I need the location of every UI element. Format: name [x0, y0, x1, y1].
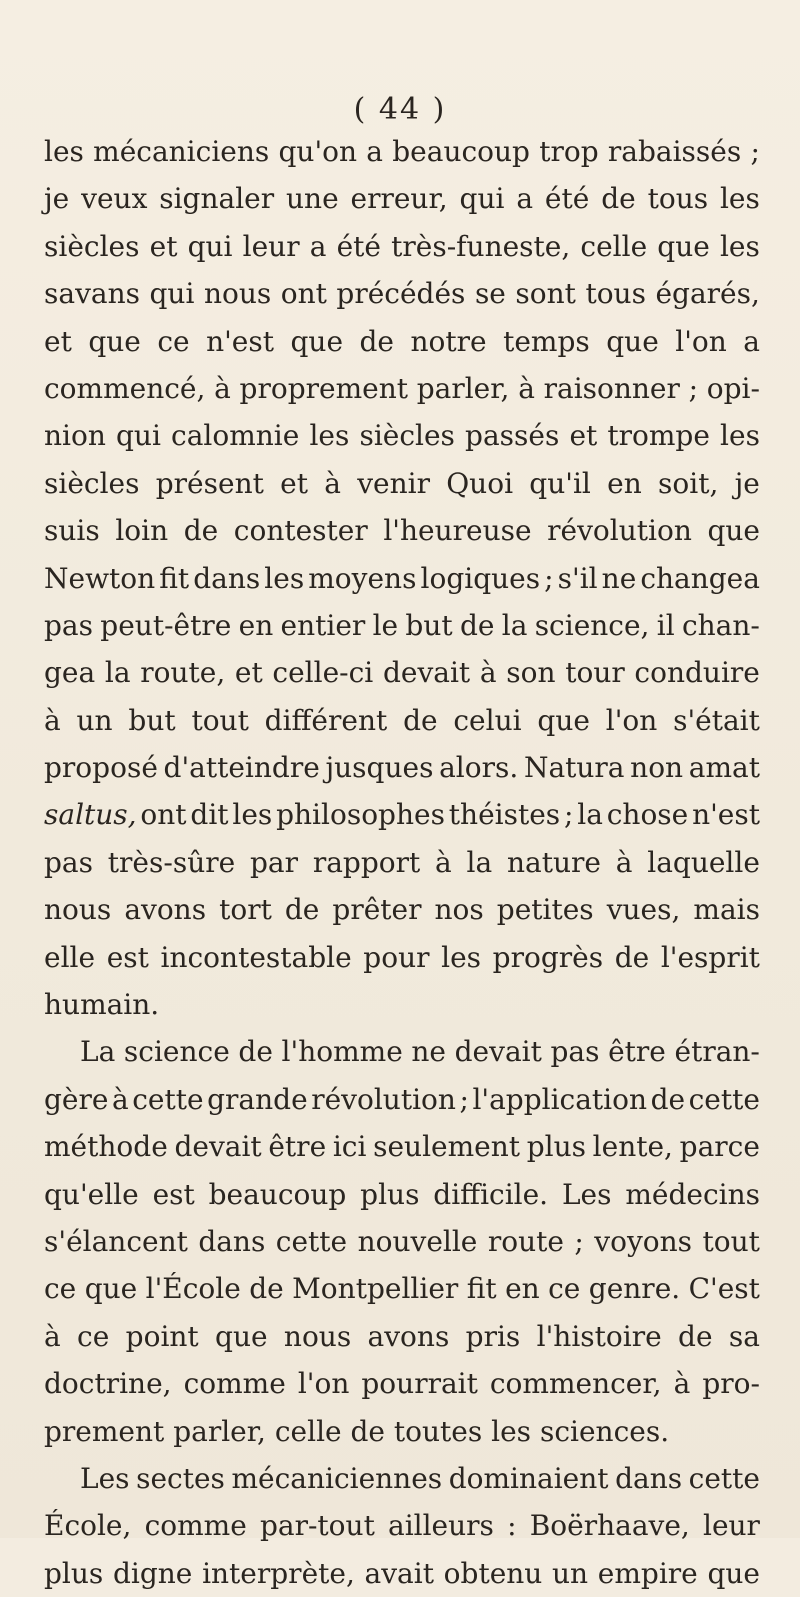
- word: être: [608, 1035, 666, 1069]
- word: a: [516, 182, 534, 216]
- word: contester: [233, 514, 368, 548]
- text-line: [44, 1171, 760, 1218]
- word: l'histoire: [536, 1319, 662, 1353]
- word: chan-: [681, 608, 760, 642]
- word: de: [614, 940, 650, 974]
- word: obtenu: [443, 1556, 543, 1590]
- word: erreur,: [350, 182, 448, 216]
- word: plus: [360, 1177, 420, 1211]
- word: que: [657, 229, 710, 263]
- word: lente,: [592, 1130, 673, 1164]
- word: méthode: [44, 1130, 168, 1164]
- text-line: [44, 1502, 760, 1549]
- word: les: [719, 229, 760, 263]
- word: qu'on: [278, 135, 358, 168]
- word: gea: [44, 656, 96, 690]
- word: siècles: [44, 466, 140, 500]
- word: temps: [503, 324, 590, 358]
- word: n'est: [206, 324, 274, 358]
- word: à: [112, 1082, 129, 1116]
- text-line: [44, 697, 760, 744]
- word: à: [435, 845, 452, 879]
- word: parce: [679, 1130, 760, 1164]
- word: petites: [496, 893, 594, 927]
- word: théistes: [448, 798, 561, 832]
- word: C'est: [688, 1272, 760, 1306]
- word: a: [366, 135, 383, 168]
- word: science,: [534, 608, 650, 642]
- word: tour: [565, 656, 625, 690]
- word: en: [238, 608, 274, 642]
- word: prêter: [332, 893, 422, 927]
- word: toutes: [393, 1414, 483, 1448]
- word: que: [88, 324, 141, 358]
- word: ici: [332, 1130, 367, 1164]
- word: présent: [155, 466, 264, 500]
- word: leur: [702, 1509, 760, 1543]
- word: pris: [465, 1319, 521, 1353]
- word: qui: [459, 182, 505, 216]
- word: nous: [283, 1319, 352, 1353]
- word: grande: [207, 1082, 308, 1116]
- word: moyens: [308, 561, 417, 595]
- word: la: [577, 798, 603, 832]
- word: de: [403, 703, 438, 737]
- word: Les: [80, 1461, 130, 1495]
- text-line: [44, 365, 760, 412]
- word: l'on: [675, 324, 727, 358]
- word: ;: [544, 561, 554, 595]
- word: avons: [124, 893, 207, 927]
- text-line: [44, 1455, 760, 1502]
- text-line: [44, 1550, 760, 1597]
- word: dans: [193, 561, 261, 595]
- word: pas: [44, 845, 93, 879]
- word: savans: [44, 277, 140, 311]
- word: à: [44, 703, 61, 737]
- word: elle: [44, 940, 96, 974]
- word: dans: [615, 1461, 683, 1495]
- word: :: [507, 1509, 517, 1543]
- word: celle: [274, 1414, 342, 1448]
- word: été: [544, 182, 590, 216]
- text-line: [44, 744, 760, 791]
- text-line: [44, 555, 760, 602]
- word: et: [234, 656, 263, 690]
- word: pour: [363, 940, 430, 974]
- word: empire: [597, 1556, 698, 1590]
- word: devait: [174, 1130, 262, 1164]
- word: qui: [149, 277, 195, 311]
- word: mécaniciens: [93, 135, 270, 168]
- word: interprète,: [202, 1556, 355, 1590]
- word: à: [44, 1319, 61, 1353]
- text-line: [44, 412, 760, 459]
- word: point: [125, 1319, 199, 1353]
- word: l'application: [472, 1082, 648, 1116]
- word: pro-: [702, 1367, 760, 1401]
- word: qu'il: [529, 466, 591, 500]
- word: proposé: [44, 751, 158, 785]
- word: genre.: [588, 1272, 681, 1306]
- word: pas: [44, 608, 93, 642]
- word: le: [372, 608, 399, 642]
- word: l'on: [605, 703, 658, 737]
- text-line: [44, 981, 760, 1028]
- text-line: [44, 934, 760, 981]
- word: de: [350, 1414, 385, 1448]
- word: médecins: [625, 1177, 760, 1211]
- word: précédés: [336, 277, 466, 311]
- text-line: [44, 318, 760, 365]
- word: Boërhaave,: [529, 1509, 690, 1543]
- word: seulement: [373, 1130, 521, 1164]
- word: à: [615, 845, 633, 879]
- word: un: [76, 703, 113, 737]
- word: beaucoup: [392, 135, 530, 168]
- word: que: [606, 324, 659, 358]
- word: de: [183, 514, 219, 548]
- word: différent: [264, 703, 388, 737]
- word: et: [569, 419, 598, 453]
- word: ailleurs: [388, 1509, 494, 1543]
- word: sectes: [136, 1461, 225, 1495]
- word: nion: [44, 419, 106, 453]
- word: que: [707, 1556, 760, 1590]
- word: l'homme: [281, 1035, 403, 1069]
- word: les: [264, 561, 305, 595]
- word: en: [607, 466, 642, 500]
- word: non: [630, 751, 684, 785]
- text-line: [44, 791, 760, 838]
- word: son: [506, 656, 556, 690]
- word: ce: [157, 324, 190, 358]
- text-line: [44, 460, 760, 507]
- word: doctrine,: [44, 1367, 172, 1401]
- word: prement: [44, 1414, 165, 1448]
- word: je: [44, 182, 70, 216]
- word: à: [518, 371, 535, 405]
- word: sa: [728, 1319, 760, 1353]
- word: pourrait: [361, 1367, 478, 1401]
- word: et: [44, 324, 72, 358]
- word: les: [232, 798, 273, 832]
- word: cette: [132, 1082, 204, 1116]
- word: siècles: [44, 229, 140, 263]
- word: ce: [44, 1272, 77, 1306]
- word: la: [466, 845, 493, 879]
- text-line: [44, 1408, 760, 1455]
- word: la: [501, 608, 528, 642]
- word: siècles: [359, 419, 455, 453]
- word: s'élancent: [44, 1224, 188, 1258]
- word: soit,: [658, 466, 719, 500]
- word: fit: [159, 561, 190, 595]
- text-line: [44, 1076, 760, 1123]
- word: science: [123, 1035, 230, 1069]
- word: difficile.: [433, 1177, 549, 1211]
- word: ont: [140, 798, 187, 832]
- word: il: [656, 608, 675, 642]
- word: laquelle: [647, 845, 760, 879]
- word: progrès: [492, 940, 604, 974]
- word: cette: [688, 1461, 760, 1495]
- word: tous: [647, 182, 709, 216]
- text-line: [44, 128, 760, 175]
- word: et: [280, 466, 308, 500]
- word: entier: [280, 608, 366, 642]
- word: proprement: [239, 371, 408, 405]
- text-line: [44, 602, 760, 649]
- word: à: [324, 466, 341, 500]
- word: logiques: [420, 561, 541, 595]
- word: tort: [219, 893, 272, 927]
- word: en: [505, 1272, 540, 1306]
- word: celle: [580, 229, 648, 263]
- word: une: [286, 182, 339, 216]
- word: notre: [410, 324, 487, 358]
- word: ont: [280, 277, 327, 311]
- word: à: [673, 1367, 691, 1401]
- text-line: [44, 886, 760, 933]
- text-line: [44, 1123, 760, 1170]
- word: de: [284, 893, 320, 927]
- word: ne: [601, 561, 637, 595]
- word: les: [720, 419, 760, 453]
- word: but: [405, 608, 453, 642]
- word: calomnie: [171, 419, 300, 453]
- word: je: [734, 466, 760, 500]
- word: que: [537, 703, 590, 737]
- body-text: [44, 128, 760, 1597]
- word: commencé,: [44, 371, 206, 405]
- word: loin: [115, 514, 169, 548]
- word: dans: [198, 1224, 266, 1258]
- word: nous: [44, 893, 112, 927]
- word: ;: [750, 135, 760, 168]
- word: que: [215, 1319, 268, 1353]
- word: ce: [77, 1319, 110, 1353]
- word: voyons: [594, 1224, 693, 1258]
- word: rapport: [312, 845, 421, 879]
- word: Montpellier: [292, 1272, 459, 1306]
- word: de: [601, 182, 636, 216]
- word: les: [309, 419, 350, 453]
- word: par: [250, 845, 299, 879]
- word: beaucoup: [208, 1177, 347, 1211]
- text-line: [44, 1265, 760, 1312]
- word: dit: [190, 798, 229, 832]
- word: changea: [640, 561, 760, 595]
- text-line: [44, 270, 760, 317]
- word: est: [106, 940, 149, 974]
- word: très-funeste,: [391, 229, 571, 263]
- word: l'heureuse: [383, 514, 532, 548]
- word: ;: [574, 1224, 584, 1258]
- text-line: [44, 1028, 760, 1075]
- word: comme: [144, 1509, 247, 1543]
- word: la: [104, 656, 131, 690]
- word: être: [268, 1130, 327, 1164]
- word: les: [719, 182, 760, 216]
- word: qu'elle: [44, 1177, 139, 1211]
- word: École,: [44, 1509, 132, 1543]
- page-number: ( 44 ): [353, 92, 447, 127]
- word: chose: [606, 798, 689, 832]
- word: fit: [466, 1272, 497, 1306]
- word: révolution: [311, 1082, 456, 1116]
- word: jusques: [325, 751, 434, 785]
- word: tout: [702, 1224, 760, 1258]
- word: ;: [563, 798, 574, 832]
- word: dominaient: [448, 1461, 609, 1495]
- word: a: [743, 324, 760, 358]
- word: se: [474, 277, 506, 311]
- word: passés: [465, 419, 560, 453]
- word: l'École: [145, 1272, 241, 1306]
- word: ;: [688, 371, 699, 405]
- word: égarés,: [655, 277, 760, 311]
- word: mécaniciennes: [231, 1461, 443, 1495]
- word: été: [336, 229, 381, 263]
- word: comme: [183, 1367, 286, 1401]
- word: incontestable: [160, 940, 352, 974]
- word: les: [44, 135, 84, 168]
- word: opi-: [706, 371, 760, 405]
- word: venir: [357, 466, 430, 500]
- word: La: [80, 1035, 116, 1069]
- word: signaler: [159, 182, 275, 216]
- word: trop: [539, 135, 599, 168]
- word: mais: [693, 893, 760, 927]
- word: et: [149, 229, 178, 263]
- word: de: [238, 1035, 273, 1069]
- word: que: [84, 1272, 138, 1306]
- word: d'atteindre: [163, 751, 320, 785]
- word: un: [552, 1556, 589, 1590]
- word: que: [290, 324, 344, 358]
- word: plus: [44, 1556, 104, 1590]
- word: raisonner: [543, 371, 680, 405]
- word: les: [491, 1414, 532, 1448]
- text-line: [44, 507, 760, 554]
- text-line: [44, 1218, 760, 1265]
- word: devait: [382, 656, 471, 690]
- word: conduire: [634, 656, 760, 690]
- word: pas: [550, 1035, 600, 1069]
- word: humain.: [44, 988, 160, 1022]
- word: trompe: [607, 419, 710, 453]
- word: cette: [688, 1082, 760, 1116]
- word: à: [214, 371, 231, 405]
- word: nature: [506, 845, 601, 879]
- word: ;: [459, 1082, 469, 1116]
- word: de: [249, 1272, 284, 1306]
- word: veux: [81, 182, 148, 216]
- word: Quoi: [446, 466, 514, 500]
- word: étran-: [674, 1035, 760, 1069]
- word: qui: [187, 229, 233, 263]
- word: parler,: [173, 1414, 266, 1448]
- text-line: [44, 223, 760, 270]
- word: amat: [688, 751, 760, 785]
- word: plus: [526, 1130, 586, 1164]
- word: leur: [242, 229, 300, 263]
- word: route: [487, 1224, 564, 1258]
- word: nouvelle: [357, 1224, 478, 1258]
- text-line: [44, 1313, 760, 1360]
- word: peut-être: [100, 608, 232, 642]
- word: nous: [203, 277, 272, 311]
- word: but: [128, 703, 176, 737]
- word: l'esprit: [660, 940, 760, 974]
- word: que: [707, 514, 760, 548]
- word: avons: [367, 1319, 450, 1353]
- word: cette: [275, 1224, 348, 1258]
- word: ce: [548, 1272, 581, 1306]
- word: s'était: [673, 703, 760, 737]
- text-line: [44, 175, 760, 222]
- word: Natura: [523, 751, 625, 785]
- word: sciences.: [539, 1414, 670, 1448]
- word: Les: [561, 1177, 612, 1211]
- word: alors.: [439, 751, 519, 785]
- word: révolution: [547, 514, 692, 548]
- word: nos: [434, 893, 484, 927]
- word: parler,: [416, 371, 510, 405]
- word: de: [678, 1319, 713, 1353]
- word: Newton: [44, 561, 156, 595]
- word: rabaissés: [607, 135, 742, 168]
- word: par-tout: [259, 1509, 375, 1543]
- word: est: [152, 1177, 195, 1211]
- text-line: [44, 649, 760, 696]
- word: les: [441, 940, 482, 974]
- word: saltus,: [44, 798, 137, 832]
- word: qui: [116, 419, 161, 453]
- word: l'on: [297, 1367, 350, 1401]
- word: celui: [453, 703, 522, 737]
- word: digne: [112, 1556, 193, 1590]
- word: n'est: [692, 798, 760, 832]
- word: commencer,: [489, 1367, 662, 1401]
- word: philosophes: [276, 798, 445, 832]
- word: de: [650, 1082, 686, 1116]
- word: suis: [44, 514, 100, 548]
- word: celle-ci: [272, 656, 374, 690]
- word: s'il: [557, 561, 598, 595]
- word: sont: [515, 277, 576, 311]
- word: de: [459, 608, 495, 642]
- word: tous: [585, 277, 646, 311]
- word: avait: [364, 1556, 434, 1590]
- word: route,: [140, 656, 226, 690]
- word: de: [359, 324, 394, 358]
- word: vues,: [606, 893, 681, 927]
- word: à: [479, 656, 497, 690]
- word: très-sûre: [107, 845, 236, 879]
- text-line: [44, 1360, 760, 1407]
- word: ne: [411, 1035, 446, 1069]
- text-line: [44, 839, 760, 886]
- word: gère: [44, 1082, 109, 1116]
- word: a: [309, 229, 327, 263]
- word: tout: [191, 703, 249, 737]
- word: devait: [454, 1035, 542, 1069]
